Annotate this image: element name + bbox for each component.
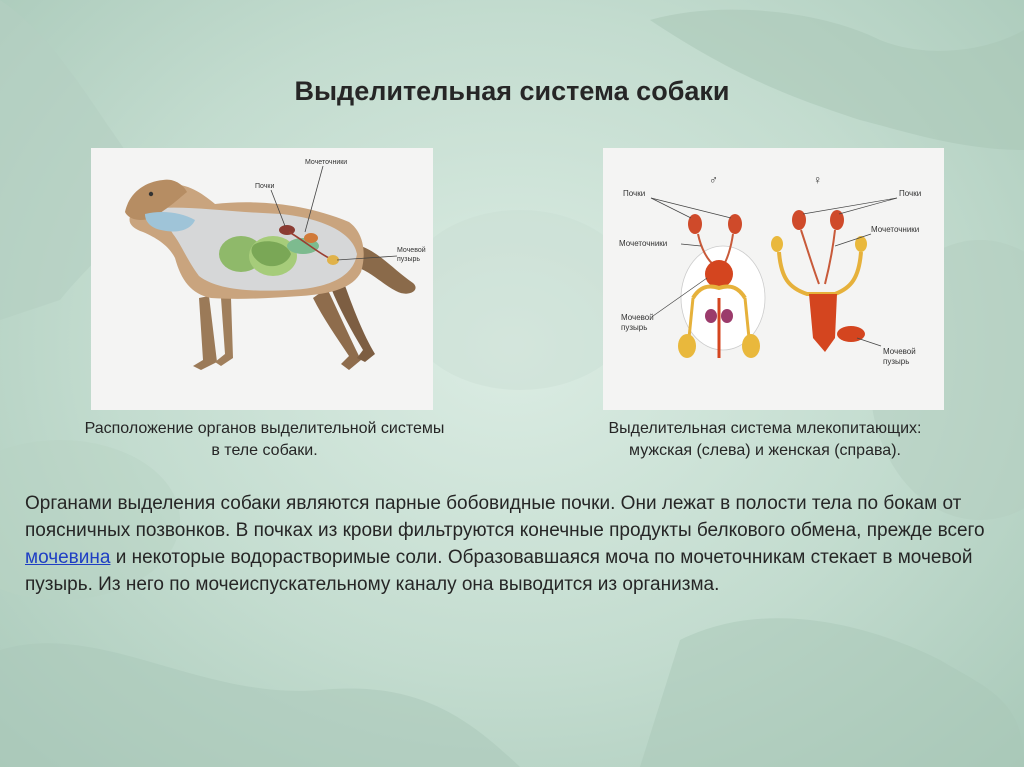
- label-ureters-left: Мочеточники: [619, 239, 668, 248]
- dog-caption-line2: в теле собаки.: [211, 442, 318, 459]
- paragraph-text-after-link: и некоторые водорастворимые соли. Образовавшаяся моча по мочеточникам стекает в мочевой пузырь. Из него по мочеиспускательному каналу она выводится из организма.: [25, 547, 973, 595]
- label-ureters-right: Мочеточники: [871, 225, 920, 234]
- label-bladder-right-line2: пузырь: [883, 357, 910, 366]
- label-kidneys-right: Почки: [899, 189, 922, 198]
- paragraph-text-before-link: Органами выделения собаки являются парные бобовидные почки. Они лежат в полости тела по бокам от поясничных позвонков. В почках из крови фильтруются конечные продукты белкового обмена, прежде всего: [25, 493, 985, 541]
- mammal-caption-line2: мужская (слева) и женская (справа).: [629, 442, 901, 459]
- label-bladder-line1: Мочевой: [397, 247, 426, 254]
- mammal-excretory-illustration: [603, 148, 944, 410]
- dog-anatomy-illustration: [91, 148, 433, 410]
- label-kidneys: Почки: [255, 183, 275, 190]
- dog-anatomy-figure: [91, 148, 433, 410]
- label-bladder-line2: пузырь: [397, 256, 421, 263]
- label-bladder-left-line2: пузырь: [621, 323, 648, 332]
- label-ureters: Мочеточники: [305, 159, 348, 166]
- female-symbol-icon: ♀: [813, 173, 822, 187]
- dog-caption-line1: Расположение органов выделительной системы: [84, 420, 445, 437]
- urea-link[interactable]: мочевина: [25, 547, 111, 568]
- slide-title: Выделительная система собаки: [294, 76, 730, 106]
- label-bladder-right-line1: Мочевой: [883, 347, 916, 356]
- label-kidneys-left: Почки: [623, 189, 646, 198]
- mammal-excretory-figure: [603, 148, 944, 410]
- dog-figure-caption: [12, 418, 517, 462]
- mammal-figure-caption: [520, 418, 1010, 462]
- male-symbol-icon: ♂: [709, 173, 718, 187]
- label-bladder-left-line1: Мочевой: [621, 313, 654, 322]
- mammal-caption-line1: Выделительная система млекопитающих:: [608, 420, 922, 437]
- body-paragraph: [25, 490, 1010, 598]
